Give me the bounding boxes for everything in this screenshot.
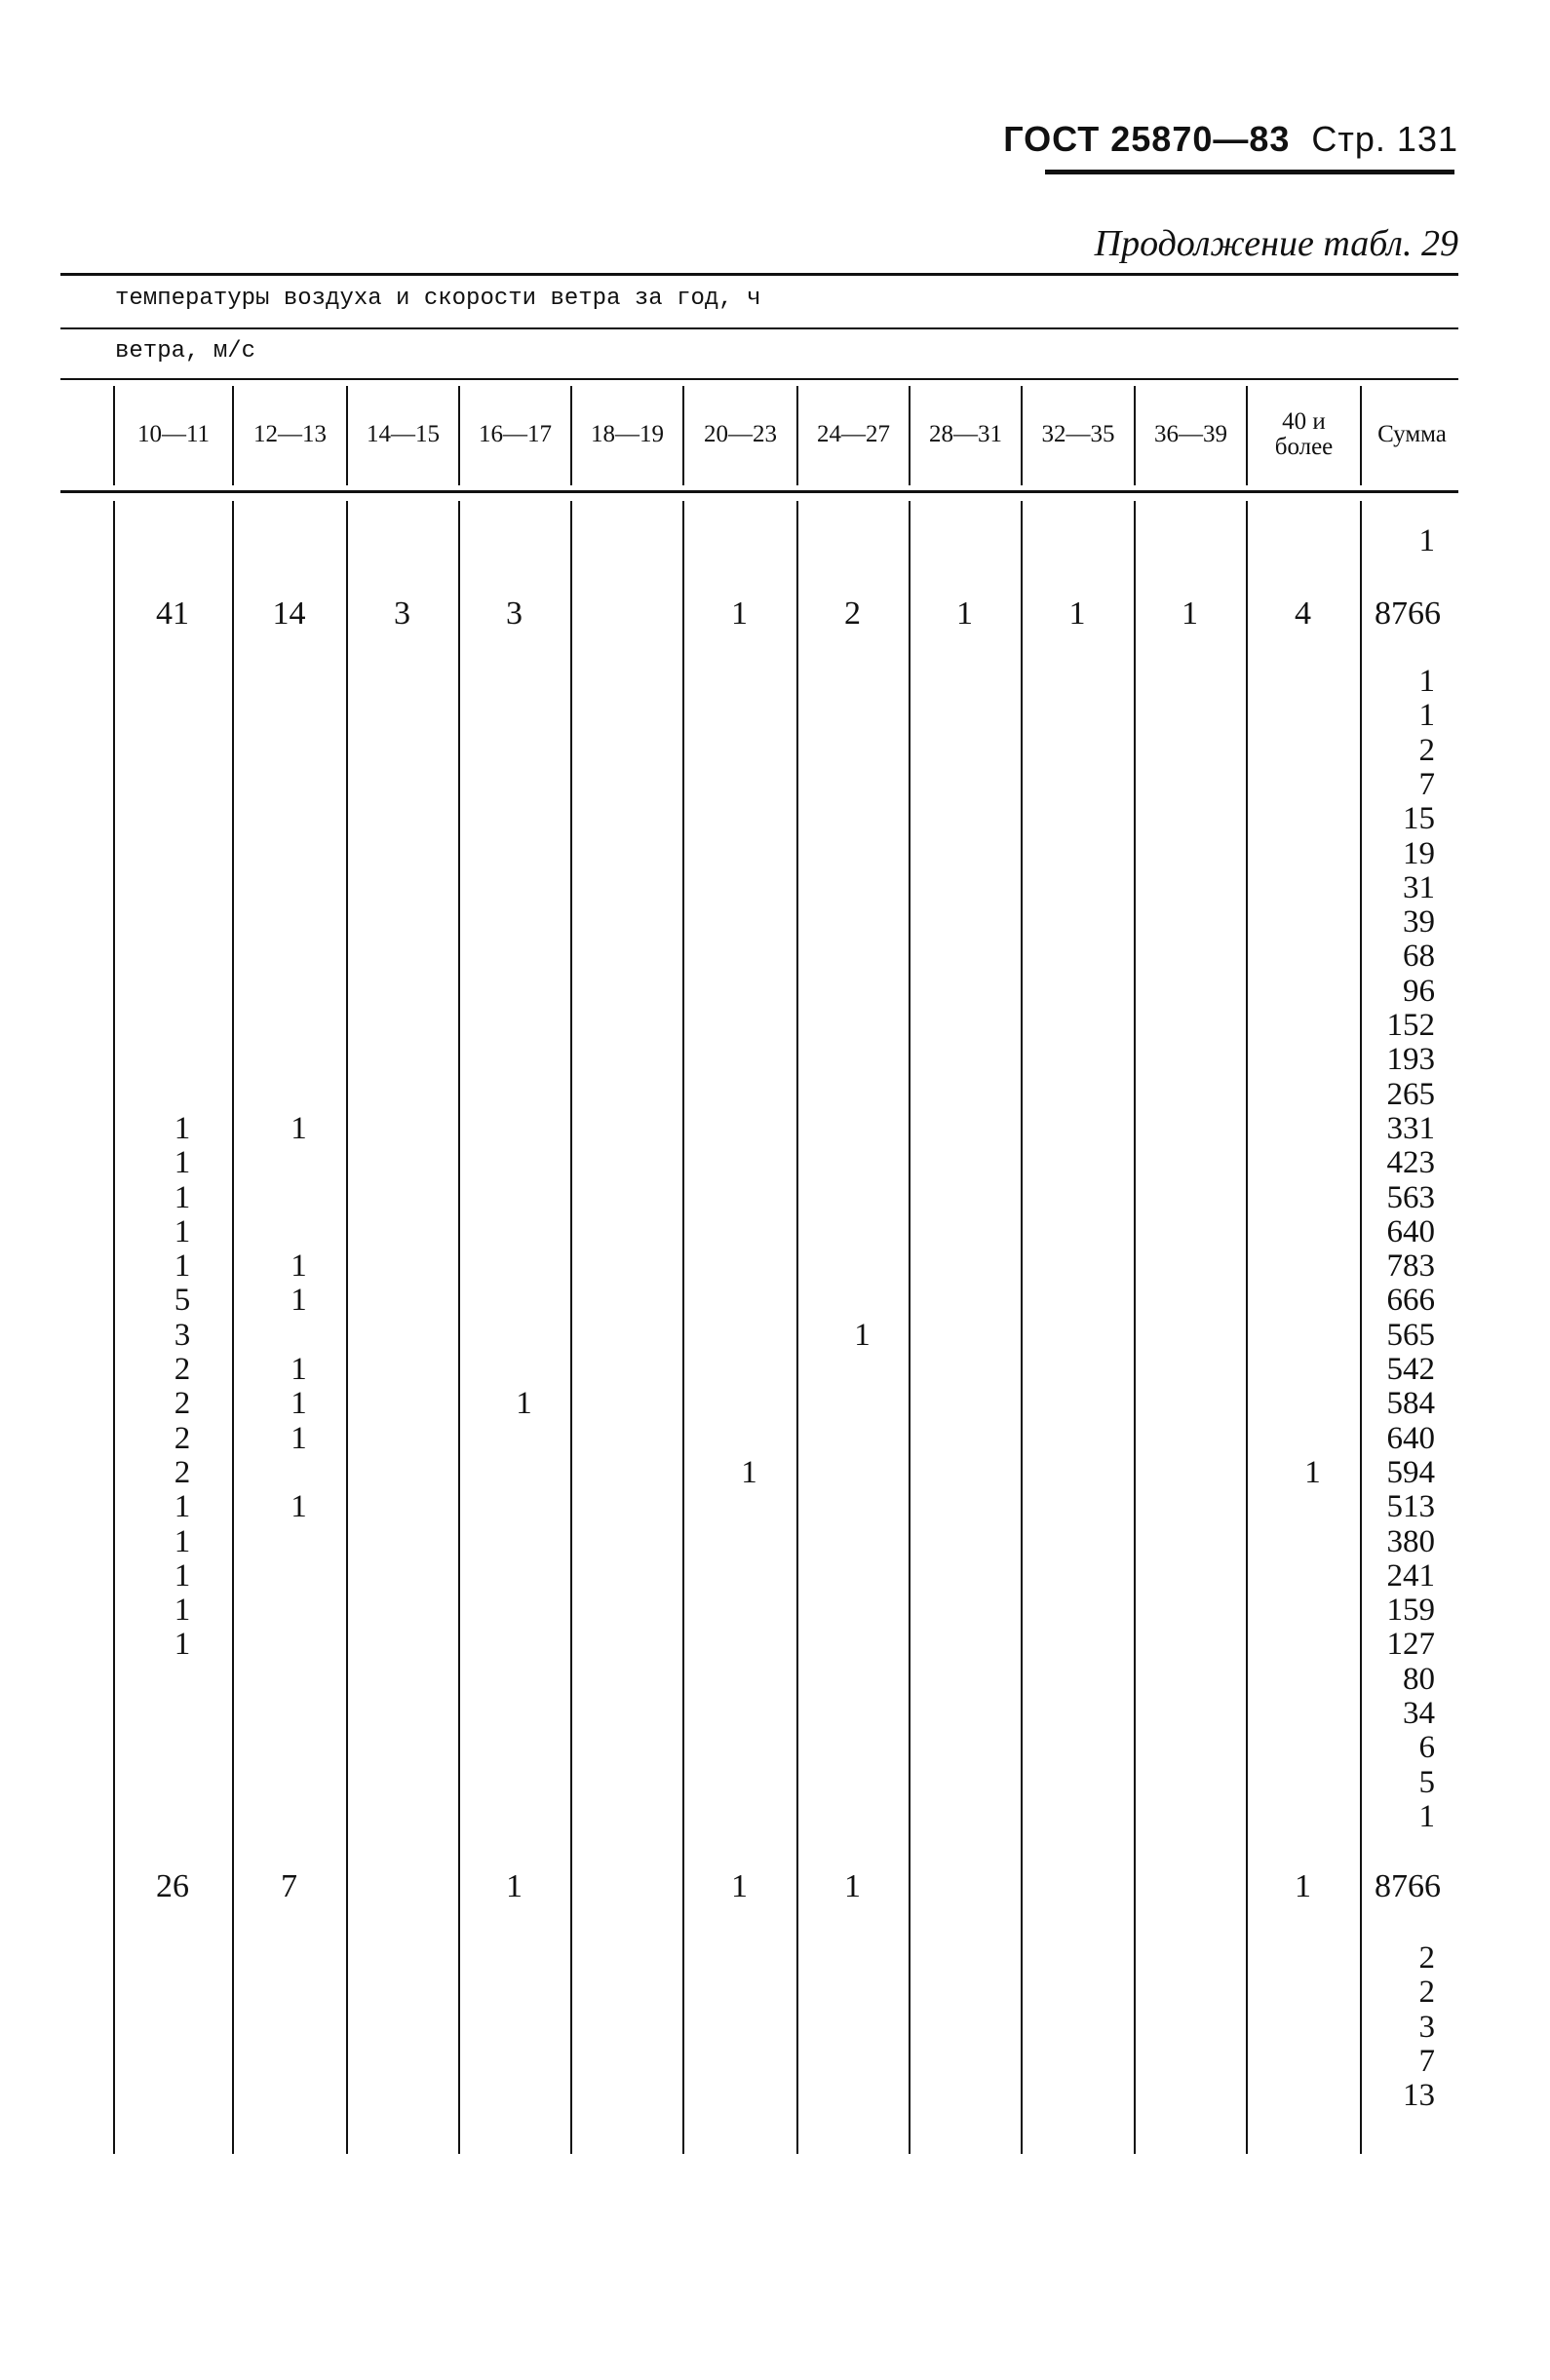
table-cell: 1 bbox=[506, 1868, 523, 1904]
table-cell: 2 bbox=[174, 1352, 191, 1387]
body-column-rule bbox=[113, 501, 115, 2154]
column-header: 40 и более bbox=[1274, 408, 1334, 460]
table-cell: 1 bbox=[291, 1386, 307, 1422]
table-cell: 1 bbox=[956, 595, 973, 632]
sum-cell: 19 bbox=[1403, 835, 1435, 871]
subcaption-rule bbox=[60, 378, 1458, 380]
body-column-rule bbox=[1021, 501, 1023, 2154]
column-header: 24—27 bbox=[817, 421, 890, 447]
body-column-rule bbox=[1246, 501, 1248, 2154]
table-cell: 1 bbox=[291, 1489, 307, 1525]
table-cell: 2 bbox=[844, 595, 861, 632]
sum-cell: 31 bbox=[1403, 869, 1435, 905]
body-column-rule bbox=[570, 501, 572, 2154]
table-cell: 1 bbox=[854, 1317, 871, 1353]
table-cell: 3 bbox=[506, 595, 523, 632]
column-header: 12—13 bbox=[253, 421, 327, 447]
body-column-rule bbox=[346, 501, 348, 2154]
table-cell: 1 bbox=[174, 1557, 191, 1593]
sum-total-cell: 8766 bbox=[1375, 1868, 1441, 1904]
sum-cell: 1 bbox=[1418, 698, 1435, 734]
sum-cell: 640 bbox=[1386, 1213, 1435, 1249]
sum-cell: 265 bbox=[1386, 1076, 1435, 1112]
table-cell: 2 bbox=[174, 1386, 191, 1422]
body-column-rule bbox=[458, 501, 460, 2154]
column-header: 28—31 bbox=[929, 421, 1002, 447]
sum-cell: 1 bbox=[1418, 1798, 1435, 1834]
page-header bbox=[1003, 119, 1458, 160]
table-continuation-label: Продолжение табл. 29 bbox=[1094, 223, 1458, 264]
sum-cell: 640 bbox=[1386, 1420, 1435, 1456]
standard-number: ГОСТ 25870—83 bbox=[1003, 119, 1291, 159]
body-column-rule bbox=[682, 501, 684, 2154]
sum-cell: 7 bbox=[1418, 2043, 1435, 2079]
sum-cell: 783 bbox=[1386, 1248, 1435, 1285]
table-cell: 4 bbox=[1295, 595, 1311, 632]
column-header: 36—39 bbox=[1154, 421, 1227, 447]
table-cell: 1 bbox=[174, 1627, 191, 1663]
page-number: Стр. 131 bbox=[1311, 119, 1458, 159]
table-cell: 1 bbox=[174, 1489, 191, 1525]
table-cell: 1 bbox=[1295, 1868, 1311, 1904]
table-cell: 26 bbox=[156, 1868, 189, 1904]
sum-cell: 1 bbox=[1418, 523, 1435, 558]
sum-cell: 241 bbox=[1386, 1557, 1435, 1593]
table-cell: 1 bbox=[174, 1248, 191, 1285]
sum-cell: 666 bbox=[1386, 1283, 1435, 1319]
sum-cell: 159 bbox=[1386, 1593, 1435, 1629]
table-cell: 1 bbox=[731, 595, 748, 632]
table-cell: 1 bbox=[731, 1868, 748, 1904]
sum-cell: 34 bbox=[1403, 1696, 1435, 1731]
body-column-rule bbox=[1360, 501, 1362, 2154]
table-cell: 1 bbox=[174, 1593, 191, 1629]
table-cell: 3 bbox=[174, 1317, 191, 1353]
column-header: 18—19 bbox=[591, 421, 664, 447]
column-header: 10—11 bbox=[136, 421, 211, 447]
table-cell: 3 bbox=[394, 595, 410, 632]
table-cell: 1 bbox=[844, 1868, 861, 1904]
sum-cell: 68 bbox=[1403, 939, 1435, 975]
table-cell: 1 bbox=[741, 1454, 757, 1490]
column-header: 20—23 bbox=[704, 421, 777, 447]
sum-cell: 563 bbox=[1386, 1179, 1435, 1215]
sum-cell: 3 bbox=[1418, 2009, 1435, 2045]
table-subcaption: ветра, м/с bbox=[115, 338, 256, 365]
sum-cell: 565 bbox=[1386, 1317, 1435, 1353]
table-cell: 1 bbox=[174, 1179, 191, 1215]
table-cell: 5 bbox=[174, 1283, 191, 1319]
sum-cell: 584 bbox=[1386, 1386, 1435, 1422]
sum-cell: 423 bbox=[1386, 1145, 1435, 1181]
table-cell: 1 bbox=[291, 1352, 307, 1387]
sum-cell: 380 bbox=[1386, 1523, 1435, 1559]
column-header: 32—35 bbox=[1041, 421, 1115, 447]
body-column-rule bbox=[796, 501, 798, 2154]
table-cell: 1 bbox=[174, 1110, 191, 1146]
sum-total-cell: 8766 bbox=[1375, 595, 1441, 632]
sum-cell: 15 bbox=[1403, 801, 1435, 837]
sum-cell: 2 bbox=[1418, 1975, 1435, 2011]
table-cell: 1 bbox=[174, 1213, 191, 1249]
table-cell: 41 bbox=[156, 595, 189, 632]
sum-cell: 7 bbox=[1418, 766, 1435, 802]
table-cell: 1 bbox=[174, 1145, 191, 1181]
body-column-rule bbox=[1134, 501, 1136, 2154]
sum-cell: 193 bbox=[1386, 1042, 1435, 1078]
table-cell: 1 bbox=[291, 1283, 307, 1319]
table-cell: 1 bbox=[516, 1386, 532, 1422]
header-rule bbox=[1045, 170, 1454, 174]
sum-cell: 331 bbox=[1386, 1110, 1435, 1146]
caption-rule bbox=[60, 327, 1458, 329]
sum-cell: 1 bbox=[1418, 664, 1435, 699]
sum-cell: 13 bbox=[1403, 2078, 1435, 2114]
header-bottom-rule bbox=[60, 490, 1458, 493]
sum-cell: 152 bbox=[1386, 1008, 1435, 1043]
table-cell: 1 bbox=[291, 1248, 307, 1285]
table-cell: 1 bbox=[291, 1420, 307, 1456]
table-top-rule bbox=[60, 273, 1458, 276]
sum-cell: 513 bbox=[1386, 1489, 1435, 1525]
table-cell: 2 bbox=[174, 1420, 191, 1456]
sum-cell: 2 bbox=[1418, 1940, 1435, 1976]
column-header: 16—17 bbox=[479, 421, 552, 447]
sum-cell: 5 bbox=[1418, 1764, 1435, 1800]
sum-cell: 594 bbox=[1386, 1454, 1435, 1490]
sum-cell: 96 bbox=[1403, 973, 1435, 1009]
sum-cell: 2 bbox=[1418, 732, 1435, 768]
table-cell: 1 bbox=[174, 1523, 191, 1559]
column-header: Сумма bbox=[1377, 421, 1447, 447]
table-caption: температуры воздуха и скорости ветра за год, ч bbox=[115, 286, 761, 312]
table-cell: 1 bbox=[291, 1110, 307, 1146]
table-cell: 2 bbox=[174, 1454, 191, 1490]
table-cell: 1 bbox=[1068, 595, 1086, 632]
table-cell: 1 bbox=[1182, 595, 1198, 632]
table-cell: 1 bbox=[1304, 1454, 1321, 1490]
column-header: 14—15 bbox=[367, 421, 440, 447]
sum-cell: 542 bbox=[1386, 1352, 1435, 1387]
sum-cell: 80 bbox=[1403, 1661, 1435, 1697]
sum-cell: 39 bbox=[1403, 904, 1435, 940]
sum-cell: 127 bbox=[1386, 1627, 1435, 1663]
sum-cell: 6 bbox=[1418, 1730, 1435, 1766]
table-cell: 7 bbox=[281, 1868, 297, 1904]
table-cell: 14 bbox=[272, 595, 306, 632]
